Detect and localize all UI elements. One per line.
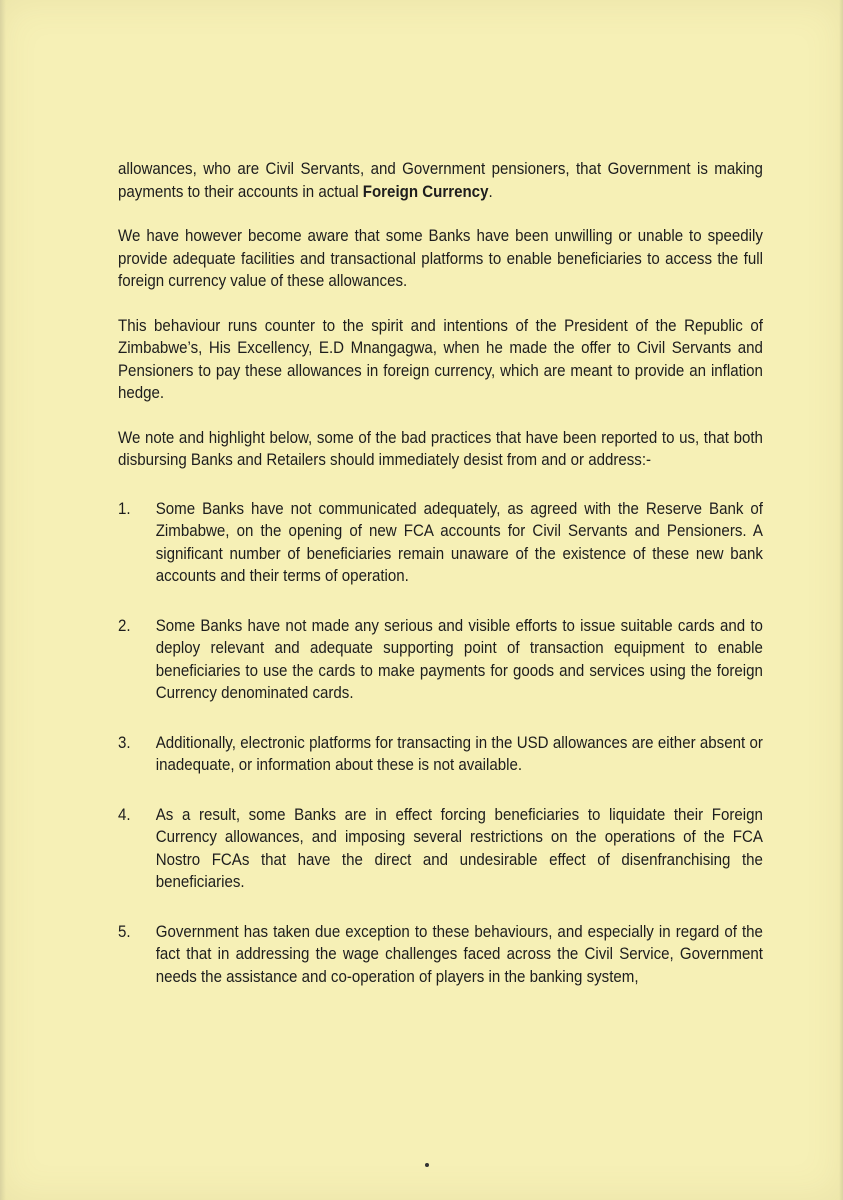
paragraph-intro-end: . — [488, 182, 493, 201]
paragraph-banks-unwilling: We have however become aware that some Banks have been unwilling or unable to speedily provide adequate facilities and transactional platforms to enable beneficiaries to access the full foreign currency value of these allowances. — [118, 227, 763, 290]
list-item — [118, 615, 763, 705]
list-item-number: 5. — [118, 922, 131, 941]
bad-practices-list — [118, 498, 763, 989]
page-left-edge — [0, 0, 6, 1200]
list-item-text: Government has taken due exception to these behaviours, and especially in regard of the fact that in addressing the wage challenges faced across the Civil Service, Government needs the assistance and co-operation of players in the banking system, — [155, 922, 763, 986]
list-item-number: 3. — [118, 733, 131, 752]
list-item-text: Some Banks have not made any serious and visible efforts to issue suitable cards and to deploy relevant and adequate supporting point of transaction equipment to enable beneficiaries to use the cards to make payments for goods and services using the foreign Currency denominated cards. — [155, 616, 763, 702]
paragraph-intro — [118, 158, 763, 203]
paragraph-bad-practices: We note and highlight below, some of the bad practices that have been reported to us, that both disbursing Banks and Retailers should immediately desist from and or address:- — [118, 428, 763, 469]
paragraph-intro-text: allowances, who are Civil Servants, and Government pensioners, that Government is making payments to their accounts in actual — [118, 160, 763, 201]
list-item-text: As a result, some Banks are in effect forcing beneficiaries to liquidate their Foreign Currency allowances, and imposing several restrictions on the operations of the FCA Nostro FCAs that have the direct and undesirable effect of disenfranchising the beneficiaries. — [155, 805, 763, 891]
list-item — [118, 732, 763, 777]
list-item-number: 4. — [118, 805, 131, 824]
list-item — [118, 921, 763, 989]
paragraph-intro-bold: Foreign Currency — [362, 182, 489, 201]
list-item-number: 2. — [118, 616, 131, 635]
list-item — [118, 498, 763, 588]
paragraph-behaviour: This behaviour runs counter to the spirit and intentions of the President of the Republic of Zimbabwe’s, His Excellency, E.D Mnangagwa, when he made the offer to Civil Servants and Pensioners to pay these allowances in foreign currency, which are meant to provide an inflation hedge. — [118, 316, 763, 402]
document-body — [118, 158, 763, 1015]
list-item-text: Some Banks have not communicated adequately, as agreed with the Reserve Bank of Zimbabwe, on the opening of new FCA accounts for Civil Servants and Pensioners. A significant number of beneficiaries remain unaware of the existence of these new bank accounts and their terms of operation. — [155, 499, 763, 585]
list-item-text: Additionally, electronic platforms for transacting in the USD allowances are either absent or inadequate, or information about these is not available. — [155, 733, 763, 774]
page-marker-dot — [425, 1163, 429, 1167]
list-item-number: 1. — [118, 499, 131, 518]
list-item — [118, 804, 763, 894]
page-right-edge — [839, 0, 843, 1200]
